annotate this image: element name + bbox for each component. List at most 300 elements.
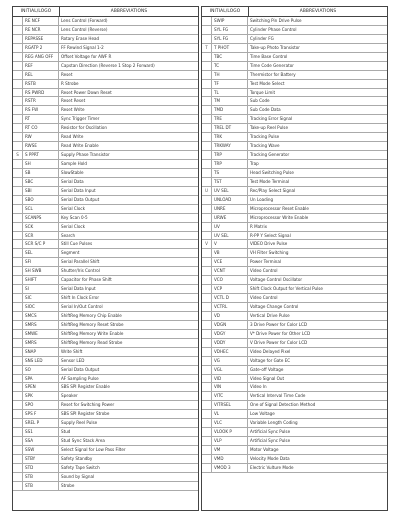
table-row [202,419,387,428]
section-letter [13,44,23,52]
abbreviation-cell: VLC [212,419,248,427]
meaning-cell: Sample Hold [61,161,87,166]
abbreviation-cell: REG ANG OFF [23,53,59,61]
right-column-table [201,6,388,511]
abbreviation-cell: SSA [23,437,59,445]
table-row [202,196,387,205]
table-row [202,53,387,62]
right-header-initial: INITIAL/LOGO [202,7,249,16]
abbreviation-cell: SCK [23,223,59,231]
abbreviation-cell: VLP [212,437,248,445]
meaning-cell: Take-up Photo Transistor [250,44,300,50]
meaning-cell: Rotary Erase Head [61,35,100,41]
abbreviation-cell: SCL [23,205,59,213]
meaning-cell: Reset [61,71,73,77]
meaning-cell: Lens Control (Reverse) [61,26,108,32]
meaning-cell: Shift In Clock Error [61,295,100,301]
table-row [13,89,198,98]
abbreviation-cell: VID [212,375,248,383]
abbreviation-cell: SCANPS [23,214,59,222]
section-letter [202,392,212,400]
meaning-cell: Shutter/Iris Control [61,268,100,274]
table-row [13,26,198,35]
table-row [13,53,198,62]
section-letter [202,169,212,177]
meaning-cell: R-PP Y Select Signal [250,232,291,238]
section-letter [202,35,212,43]
abbreviation-cell: SMWE [23,330,59,338]
abbreviation-cell: UNRE [212,205,248,213]
section-letter [13,258,23,266]
table-row [13,419,198,428]
abbreviation-cell: VDGN [212,321,248,329]
meaning-cell: Serial Data Input [61,286,96,292]
section-letter [13,357,23,365]
table-row [202,142,387,151]
meaning-cell: VH Filter Switching [250,250,289,256]
abbreviation-cell: VITC [212,392,248,400]
table-row [202,151,387,160]
table-row [202,214,387,223]
meaning-cell: Un Loading [250,196,274,202]
meaning-cell: Tracking Pulse [250,134,280,140]
abbreviation-cell: REL [23,71,59,79]
section-letter [13,89,23,97]
meaning-cell: Low Voltage [250,411,275,417]
meaning-cell: Power Terminal [250,259,281,265]
abbreviation-cell: STB [23,473,59,481]
meaning-cell: Artificial Sync Pulse [250,438,291,444]
section-letter: U [202,187,212,195]
section-letter [202,115,212,123]
table-row [13,366,198,375]
meaning-cell: Capstan Direction (Reverse 1 Stop 2 Forward) [61,62,155,68]
abbreviation-cell: SNAP [23,348,59,356]
meaning-cell: Microprocessor Reset Enable [250,205,309,211]
section-letter [202,312,212,320]
section-letter [13,35,23,43]
abbreviation-cell: STBY [23,455,59,463]
section-letter [13,106,23,114]
meaning-cell: AF Sampling Pulse [61,375,99,381]
abbreviation-cell: RGATP 2 [23,44,59,52]
table-row [13,482,198,491]
meaning-cell: Gate-off Voltage [250,366,284,372]
meaning-cell: Serial Data Output [61,366,100,372]
meaning-cell: Video Control [250,295,278,301]
table-row [202,383,387,392]
section-letter: V [202,240,212,248]
section-letter [13,115,23,123]
section-letter [13,437,23,445]
table-row [202,437,387,446]
section-letter [202,366,212,374]
meaning-cell: Test Mode Terminal [250,178,290,184]
section-letter [202,26,212,34]
abbreviation-cell: SCR S/C P [23,240,59,248]
section-letter [202,321,212,329]
meaning-cell: Artificial Sync Pulse [250,429,291,435]
abbreviation-cell: TRP [212,160,248,168]
meaning-cell: Video Control [250,268,278,274]
abbreviation-cell: SH [23,160,59,168]
table-row [202,446,387,455]
section-letter [13,392,23,400]
abbreviation-cell: VB [212,249,248,257]
section-letter [13,232,23,240]
abbreviation-cell: RSTB [23,80,59,88]
abbreviation-cell: VDHEC [212,348,248,356]
table-row [13,437,198,446]
table-row [13,205,198,214]
section-letter [13,124,23,132]
table-row [202,312,387,321]
abbreviation-cell: SI [23,285,59,293]
section-letter [13,214,23,222]
section-letter [13,178,23,186]
abbreviation-cell: SPEN [23,383,59,391]
section-letter [13,62,23,70]
abbreviation-cell: VL [212,410,248,418]
meaning-cell: FF Rewind Signal 1-2 [61,44,104,50]
table-row [13,80,198,89]
section-letter [202,97,212,105]
meaning-cell: V* Drive Power for Other LCD [250,330,311,336]
meaning-cell: Voltage for Gate EC [250,357,291,363]
section-letter [202,133,212,141]
abbreviation-sheet [12,6,388,511]
table-row [202,401,387,410]
meaning-cell: Cylinder FG [250,35,274,41]
table-row [202,205,387,214]
abbreviation-cell: VITRSEL [212,401,248,409]
section-letter: T [202,44,212,52]
section-letter [13,348,23,356]
meaning-cell: Voltage Control Oscillator [250,277,303,283]
abbreviation-cell: SMRS [23,339,59,347]
abbreviation-cell: STD [23,464,59,472]
section-letter [13,196,23,204]
abbreviation-cell: S PPRT [23,151,59,159]
meaning-cell: Time Base Control [250,53,288,59]
abbreviation-cell: VIN [212,383,248,391]
abbreviation-cell: STB [23,482,59,490]
abbreviation-cell: TS [212,169,248,177]
abbreviation-cell: SCR [23,232,59,240]
abbreviation-cell: VCO [212,276,248,284]
abbreviation-cell: VG [212,357,248,365]
section-letter [13,17,23,25]
section-letter [13,80,23,88]
left-header-abbreviations: ABBREVIATIONS [110,9,148,14]
meaning-cell: Shift Clock Output for Vertical Pulse [250,286,323,292]
meaning-cell: SBS SPI Register Strobe [61,411,110,417]
meaning-cell: Motor Voltage [250,447,279,452]
abbreviation-cell: TM [212,97,248,105]
meaning-cell: Read Write Enable [61,143,99,149]
table-row [13,428,198,437]
meaning-cell: Lens Control (Forward) [61,18,108,23]
abbreviation-cell: VMD [212,455,248,463]
right-rows [202,17,387,473]
table-row [202,17,387,26]
meaning-cell: Stud [61,429,71,435]
abbreviation-cell: RS PWRD [23,89,59,97]
meaning-cell: Resistor for Oscillation [61,125,107,131]
table-row [202,187,387,196]
abbreviation-cell: RSTR [23,97,59,105]
table-row [202,348,387,357]
table-row [13,115,198,124]
right-header-abbreviations: ABBREVIATIONS [299,9,337,14]
section-letter [202,419,212,427]
section-letter [202,401,212,409]
abbreviation-cell: TREL DT [212,124,248,132]
section-letter [13,473,23,481]
abbreviation-cell: RS FW [23,106,59,114]
table-row [13,62,198,71]
table-row [202,392,387,401]
meaning-cell: Variable Length Coding [250,420,298,426]
section-letter [13,401,23,409]
section-letter [202,348,212,356]
table-row [13,44,198,53]
meaning-cell: Electric Vulture Mode [250,464,294,470]
table-row [202,169,387,178]
meaning-cell: Head Switching Pulse [250,169,294,175]
abbreviation-cell: SH SWB [23,267,59,275]
table-row [13,142,198,151]
table-row [202,303,387,312]
left-header-initial: INITIAL/LOGO [13,7,60,16]
section-letter [202,464,212,472]
section-letter [202,383,212,391]
abbreviation-cell: SB [23,169,59,177]
meaning-cell: Capacitor for Phase Shift [61,277,112,283]
meaning-cell: Strobe [61,482,75,488]
table-row [13,464,198,473]
meaning-cell: Serial In/Out Control [61,304,103,309]
table-row [13,375,198,384]
section-letter [202,258,212,266]
section-letter [202,232,212,240]
table-row [202,160,387,169]
table-row [202,357,387,366]
table-row [202,366,387,375]
abbreviation-cell: TMD [212,106,248,114]
meaning-cell: Take-up Reel Pulse [250,125,288,131]
table-row [13,223,198,232]
meaning-cell: Reset Write [61,107,85,113]
meaning-cell: V Drive Power for Color LCD [250,339,308,345]
section-letter [13,410,23,418]
meaning-cell: ShiftReg Memory Read Strobe [61,339,123,345]
meaning-cell: Velocity Mode Data [250,455,290,461]
meaning-cell: Video Signal Out [250,375,285,381]
section-letter [13,169,23,177]
abbreviation-cell: TST [212,178,248,186]
table-row [13,401,198,410]
table-row [13,151,198,160]
section-letter [202,339,212,347]
table-row [202,133,387,142]
table-row [202,35,387,44]
table-row [202,455,387,464]
meaning-cell: Write Shift [61,348,83,354]
table-row [13,232,198,241]
table-row [13,187,198,196]
table-row [13,312,198,321]
section-letter [13,267,23,275]
abbreviation-cell: TBC [212,53,248,61]
abbreviation-cell: SREL P [23,419,59,427]
section-letter [13,446,23,454]
section-letter [202,160,212,168]
abbreviation-cell: SMRS [23,321,59,329]
abbreviation-cell: SNS LED [23,357,59,365]
left-header-row [13,7,198,17]
table-row [13,410,198,419]
abbreviation-cell: SFI [23,258,59,266]
meaning-cell: R Matrix [250,223,268,229]
section-letter [202,303,212,311]
table-row [202,71,387,80]
abbreviation-cell: UV SEL [212,232,248,240]
section-letter [202,106,212,114]
abbreviation-cell: TF [212,80,248,88]
section-letter [202,223,212,231]
table-row [202,26,387,35]
table-row [13,258,198,267]
table-row [13,214,198,223]
section-letter [202,267,212,275]
meaning-cell: ShiftReg Memory Reset Strobe [61,321,124,327]
table-row [13,348,198,357]
section-letter [202,205,212,213]
table-row [13,133,198,142]
meaning-cell: SBS SPI Register Enable [61,384,110,390]
section-letter [13,97,23,105]
section-letter [13,339,23,347]
section-letter [13,276,23,284]
meaning-cell: One of Signal Detection Method [250,402,316,408]
section-letter [13,375,23,383]
abbreviation-cell: REPASSE [23,35,59,43]
meaning-cell: Still Cue Pulses [61,241,93,247]
meaning-cell: Reset Power Down Reset [61,89,112,95]
table-row [13,446,198,455]
abbreviation-cell: SPO [23,401,59,409]
table-row [202,321,387,330]
table-row [202,97,387,106]
table-row [13,106,198,115]
meaning-cell: Key Scan 0-5 [61,214,88,220]
section-letter [13,285,23,293]
meaning-cell: Tracking Error Signal [250,116,293,122]
abbreviation-cell: VMOD 3 [212,464,248,472]
table-row [13,321,198,330]
table-row [13,97,198,106]
table-row [13,285,198,294]
table-row [202,464,387,473]
abbreviation-cell: VCP [212,285,248,293]
section-letter [202,249,212,257]
section-letter [13,294,23,302]
abbreviation-cell: TRP [212,151,248,159]
table-row [13,178,198,187]
abbreviation-cell: SPA [23,375,59,383]
meaning-cell: Serial Clock [61,223,86,229]
meaning-cell: Trap [250,161,259,166]
table-row [202,375,387,384]
abbreviation-cell: SYL FG [212,35,248,43]
meaning-cell: VIDEO Drive Pulse [250,241,288,247]
table-row [202,267,387,276]
section-letter [13,303,23,311]
abbreviation-cell: REF [23,62,59,70]
section-letter [13,321,23,329]
abbreviation-cell: VCTRL [212,303,248,311]
section-letter [13,53,23,61]
table-row [13,267,198,276]
table-row [13,383,198,392]
section-letter [202,357,212,365]
section-letter [202,410,212,418]
meaning-cell: Offset Voltage for AWF R [61,53,112,59]
section-letter [13,366,23,374]
section-letter [202,89,212,97]
table-row [202,178,387,187]
meaning-cell: ShiftReg Memory Chip Enable [61,312,122,318]
meaning-cell: Search [61,232,76,238]
meaning-cell: Thermistor for Battery [250,71,296,77]
table-row [13,169,198,178]
table-row [202,330,387,339]
section-letter [202,437,212,445]
section-letter [202,375,212,383]
table-row [13,330,198,339]
abbreviation-cell: TL [212,89,248,97]
section-letter [202,178,212,186]
section-letter [202,53,212,61]
table-row [202,410,387,419]
section-letter [202,455,212,463]
abbreviation-cell: SBC [23,178,59,186]
section-letter [13,428,23,436]
meaning-cell: Supply Reel Pulse [61,420,98,426]
abbreviation-cell: RE NCR [23,26,59,34]
abbreviation-cell: UV [212,223,248,231]
abbreviation-cell: V [212,240,248,248]
meaning-cell: Rec/Play Select Signal [250,187,296,193]
abbreviation-cell: URWE [212,214,248,222]
section-letter [13,133,23,141]
section-letter [202,71,212,79]
table-row [202,294,387,303]
abbreviation-cell: VCE [212,258,248,266]
section-letter [13,205,23,213]
meaning-cell: Sub Code Data [250,107,281,113]
abbreviation-cell: SYL FG [212,26,248,34]
meaning-cell: ShiftReg Memory Write Enable [61,330,124,336]
right-header-row [202,7,387,17]
abbreviation-cell: SSW [23,446,59,454]
table-row [13,392,198,401]
abbreviation-cell: TRKWAY [212,142,248,150]
meaning-cell: Safety Standby [61,455,93,461]
meaning-cell: Segment [61,250,80,256]
table-row [202,276,387,285]
